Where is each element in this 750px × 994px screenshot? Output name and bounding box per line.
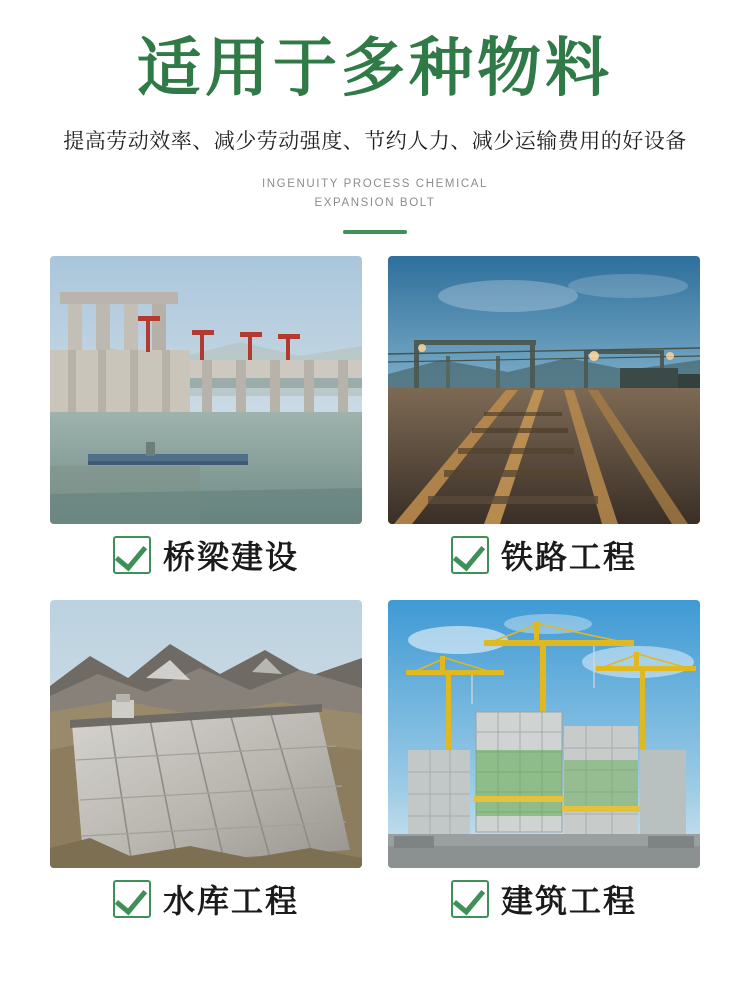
caption-reservoir [50, 868, 362, 930]
caption-building [388, 868, 700, 930]
page-subtitle: 提高劳动效率、减少劳动强度、节约人力、减少运输费用的好设备 [63, 129, 687, 154]
card-label-bridge: 桥梁建设 [162, 537, 299, 576]
card-railway[interactable] [388, 256, 700, 586]
check-icon [451, 880, 489, 918]
card-label-railway: 铁路工程 [500, 537, 637, 576]
building-engineering-photo [388, 600, 700, 868]
caption-railway [388, 524, 700, 586]
check-icon [113, 536, 151, 574]
card-label-reservoir: 水库工程 [162, 881, 299, 920]
card-reservoir[interactable] [50, 600, 362, 930]
reservoir-engineering-photo [50, 600, 362, 868]
bridge-construction-photo [50, 256, 362, 524]
railway-engineering-photo [388, 256, 700, 524]
eyebrow-text [0, 175, 750, 212]
page-title: 适用于多种物料 [137, 32, 613, 106]
page-header [0, 0, 750, 234]
eyebrow-line-1: INGENUITY PROCESS CHEMICAL [261, 178, 489, 191]
card-label-building: 建筑工程 [500, 881, 637, 920]
caption-bridge [50, 524, 362, 586]
check-icon [451, 536, 489, 574]
divider [343, 230, 407, 234]
check-icon [113, 880, 151, 918]
card-bridge[interactable] [50, 256, 362, 586]
application-grid [50, 256, 700, 930]
card-building[interactable] [388, 600, 700, 930]
eyebrow-line-2: EXPANSION BOLT [314, 196, 436, 209]
